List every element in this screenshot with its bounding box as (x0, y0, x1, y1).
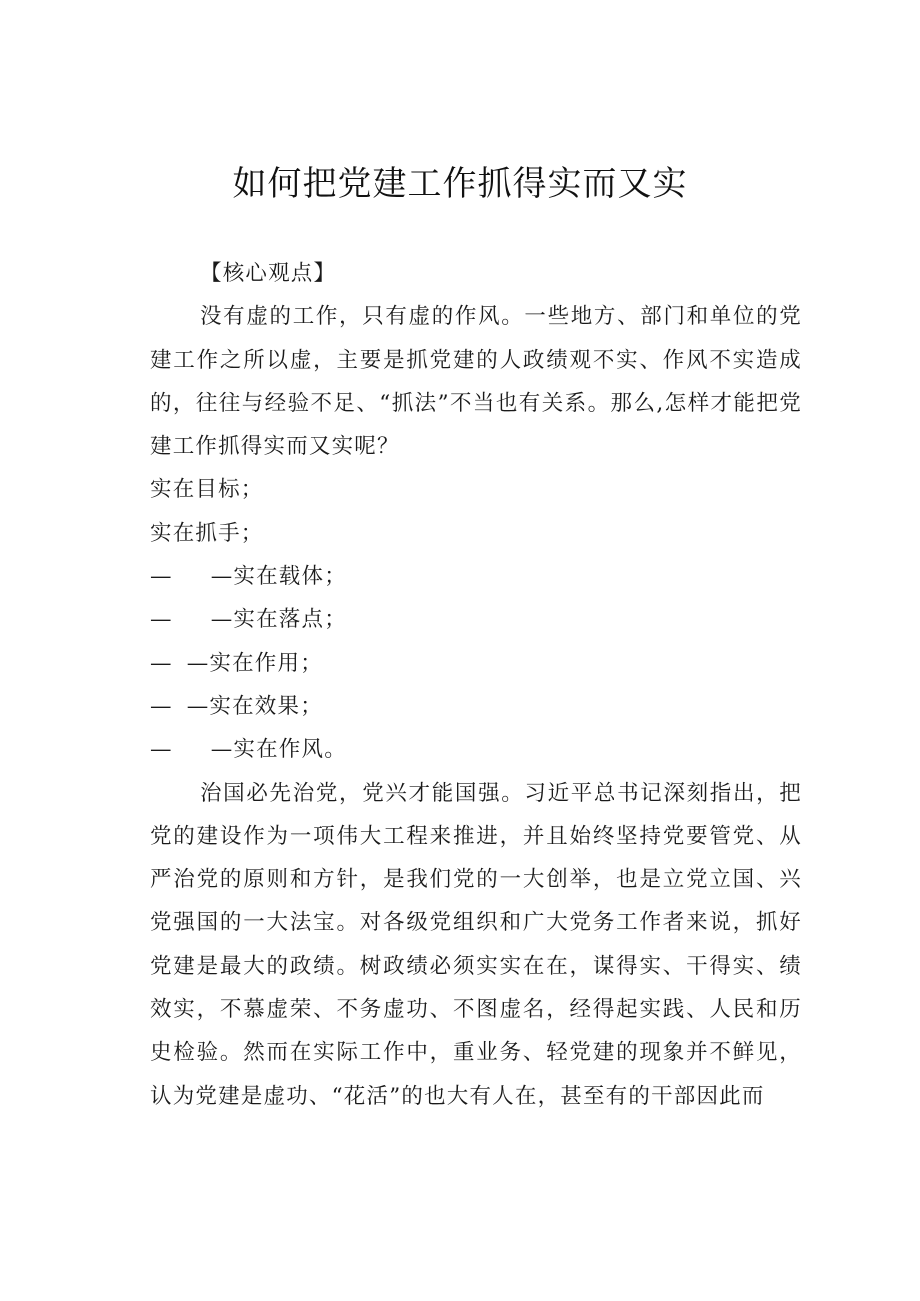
dash-lead: — (150, 650, 173, 676)
dash-item (150, 555, 802, 598)
dash-item (150, 642, 802, 685)
dash-lead: — (150, 564, 173, 590)
point-item: 实在目标； (150, 477, 264, 503)
document-title: 如何把党建工作抓得实而又实 (232, 164, 688, 204)
main-paragraph: 治国必先治党，党兴才能国强。习近平总书记深刻指出，把党的建设作为一项伟大工程来推进，并且始终坚持党要管党、从严治党的原则和方针，是我们党的一大创举，也是立党立国、兴党强国的一大法宝。对各级党组织和广大党务工作者来说，抓好党建是最大的政绩。树政绩必须实实在在，谋得实、干得实、绩效实，不慕虚荣、不务虚功、不图虚名，经得起实践、人民和历史检验。然而在实际工作中，重业务、轻党建的现象并不鲜见，认为党建是虚功、“花活”的也大有人在，甚至有的干部因此而 (150, 780, 802, 1109)
dash-lead: — (150, 693, 173, 719)
dash-text: —实在落点； (210, 607, 347, 633)
intro-paragraph: 没有虚的工作，只有虚的作风。一些地方、部门和单位的党建工作之所以虚，主要是抓党建的人政绩观不实、作风不实造成的，往往与经验不足、“抓法”不当也有关系。那么,怎样才能把党建工作抓得实而又实呢？ (150, 304, 802, 460)
dash-item (150, 685, 802, 728)
dash-item (150, 728, 802, 771)
dash-text: —实在效果； (186, 693, 323, 719)
dash-lead: — (150, 737, 173, 763)
point-item: 实在抓手； (150, 520, 264, 546)
section-label: 【核心观点】 (200, 261, 337, 286)
dash-lead: — (150, 607, 173, 633)
dash-text: —实在作风。 (210, 737, 347, 763)
dash-item (150, 598, 802, 641)
document-body (150, 252, 802, 1118)
dash-text: —实在载体； (210, 564, 347, 590)
dash-text: —实在作用； (186, 650, 323, 676)
